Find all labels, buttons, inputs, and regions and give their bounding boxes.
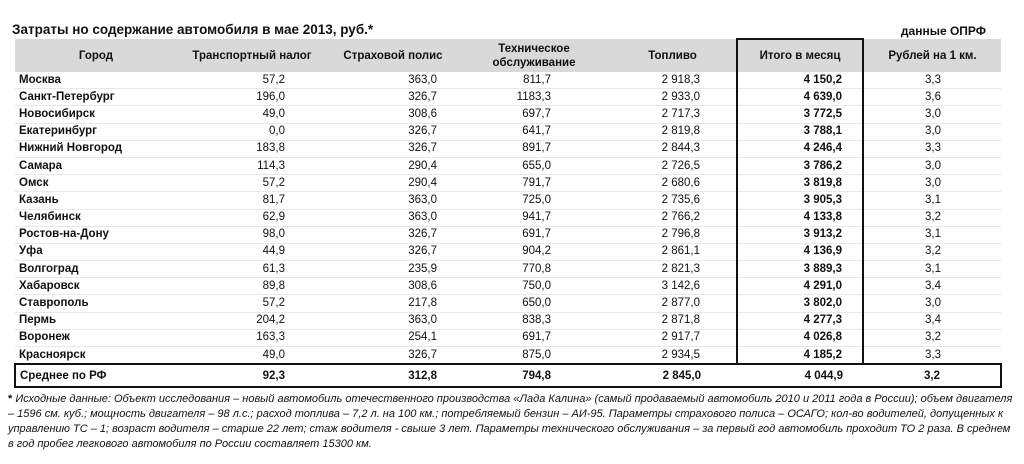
cell-tax: 57,2 (177, 72, 327, 89)
cell-total: 4 026,8 (737, 329, 863, 346)
cell-fuel: 2 934,5 (609, 347, 737, 365)
cell-fuel: 2 796,8 (609, 226, 737, 243)
header-total: Итого в месяц (737, 39, 863, 72)
average-label: Среднее по РФ (15, 364, 177, 387)
cell-per-km: 3,2 (863, 329, 1001, 346)
cell-fuel: 2 735,6 (609, 192, 737, 209)
cell-total: 3 786,2 (737, 157, 863, 174)
footnote (8, 392, 1014, 452)
cell-fuel: 2 717,3 (609, 106, 737, 123)
cell-total: 4 136,9 (737, 243, 863, 260)
footnote-text: Исходные данные: Объект исследования – новый автомобиль отечественного производства «Лада Калина» (самый продаваемый автомобиль 2010 и 2011 года в России); объем двигателя – 1596 см. куб.; мощность двигателя – 98 л.с.; расход топлива – 7,2 л. на 100 км.; потребляемый бензин – АИ-95. Параметры страхового полиса – ОСАГО; кол-во водителей, допущенных к управлению ТС – 1; возраст водителя – старше 22 лет; стаж водителя - свыше 3 лет. Параметры технического обслуживания – за первый год автомобиль проходит ТО 2 раза. В среднем в год пробег легкового автомобиля по России составляет 15300 км. (8, 393, 1013, 450)
header-service: Техническое обслуживание (459, 39, 609, 72)
cell-tax: 0,0 (177, 123, 327, 140)
cell-tax: 204,2 (177, 312, 327, 329)
cell-fuel: 2 918,3 (609, 72, 737, 89)
cell-service: 891,7 (459, 140, 609, 157)
cell-per-km: 3,6 (863, 89, 1001, 106)
cell-tax: 44,9 (177, 243, 327, 260)
cell-fuel: 3 142,6 (609, 278, 737, 295)
cell-tax: 81,7 (177, 192, 327, 209)
cell-city: Самара (15, 157, 177, 174)
cell-service: 697,7 (459, 106, 609, 123)
cell-service: 655,0 (459, 157, 609, 174)
cell-service: 725,0 (459, 192, 609, 209)
cell-city: Челябинск (15, 209, 177, 226)
cell-city: Красноярск (15, 347, 177, 365)
cell-tax: 98,0 (177, 226, 327, 243)
header-city: Город (15, 39, 177, 72)
cell-total: 4 150,2 (737, 72, 863, 89)
cell-city: Москва (15, 72, 177, 89)
table-row (15, 347, 1001, 365)
table-row (15, 140, 1001, 157)
cell-fuel: 2 680,6 (609, 175, 737, 192)
cell-service: 1183,3 (459, 89, 609, 106)
cell-service: 770,8 (459, 261, 609, 278)
table-row (15, 261, 1001, 278)
cell-city: Екатеринбург (15, 123, 177, 140)
table-row (15, 295, 1001, 312)
cell-per-km: 3,3 (863, 72, 1001, 89)
cell-service: 904,2 (459, 243, 609, 260)
cell-city: Ставрополь (15, 295, 177, 312)
cell-per-km: 3,3 (863, 140, 1001, 157)
cell-total: 4 277,3 (737, 312, 863, 329)
cell-tax: 57,2 (177, 175, 327, 192)
cell-service: 691,7 (459, 226, 609, 243)
cell-fuel: 2 766,2 (609, 209, 737, 226)
cell-insurance: 217,8 (327, 295, 459, 312)
cell-insurance: 363,0 (327, 192, 459, 209)
cell-total: 3 889,3 (737, 261, 863, 278)
cell-insurance: 235,9 (327, 261, 459, 278)
header-tax: Транспортный налог (177, 39, 327, 72)
page-title: Затраты но содержание автомобиля в мае 2013, руб.* (12, 22, 374, 37)
cell-per-km: 3,0 (863, 175, 1001, 192)
cell-service: 811,7 (459, 72, 609, 89)
cell-fuel: 2 933,0 (609, 89, 737, 106)
table-row (15, 89, 1001, 106)
cell-insurance: 254,1 (327, 329, 459, 346)
cell-insurance: 363,0 (327, 209, 459, 226)
cell-city: Пермь (15, 312, 177, 329)
cell-service: 691,7 (459, 329, 609, 346)
footnote-marker: * (8, 393, 16, 405)
cell-fuel: 2 726,5 (609, 157, 737, 174)
average-row (15, 364, 1001, 387)
cell-tax: 196,0 (177, 89, 327, 106)
table-row (15, 72, 1001, 89)
cell-total: 4 291,0 (737, 278, 863, 295)
cell-insurance: 326,7 (327, 226, 459, 243)
source-label: данные ОПРФ (900, 24, 986, 38)
cell-tax: 49,0 (177, 347, 327, 365)
cell-tax: 49,0 (177, 106, 327, 123)
table-header-row (15, 39, 1001, 72)
cell-insurance: 308,6 (327, 106, 459, 123)
cell-city: Волгоград (15, 261, 177, 278)
cell-total: 3 819,8 (737, 175, 863, 192)
cell-per-km: 3,1 (863, 226, 1001, 243)
cell-total: 3 905,3 (737, 192, 863, 209)
table-row (15, 157, 1001, 174)
cell-fuel: 2 917,7 (609, 329, 737, 346)
cell-tax: 183,8 (177, 140, 327, 157)
cell-per-km: 3,0 (863, 157, 1001, 174)
table-row (15, 329, 1001, 346)
cell-insurance: 290,4 (327, 157, 459, 174)
cell-tax: 61,3 (177, 261, 327, 278)
cell-fuel: 2 871,8 (609, 312, 737, 329)
table-row (15, 312, 1001, 329)
cell-per-km: 3,2 (863, 209, 1001, 226)
cell-per-km: 3,0 (863, 295, 1001, 312)
cell-service: 750,0 (459, 278, 609, 295)
cell-service: 650,0 (459, 295, 609, 312)
cell-per-km: 3,0 (863, 106, 1001, 123)
table-row (15, 123, 1001, 140)
cell-total: 4 639,0 (737, 89, 863, 106)
cell-per-km: 3,2 (863, 243, 1001, 260)
cell-tax: 163,3 (177, 329, 327, 346)
cell-total: 4 246,4 (737, 140, 863, 157)
cell-total: 3 802,0 (737, 295, 863, 312)
table-row (15, 192, 1001, 209)
average-fuel: 2 845,0 (609, 364, 737, 387)
cell-insurance: 290,4 (327, 175, 459, 192)
table-row (15, 175, 1001, 192)
cell-city: Омск (15, 175, 177, 192)
cell-total: 3 913,2 (737, 226, 863, 243)
cell-fuel: 2 861,1 (609, 243, 737, 260)
header-fuel: Топливо (609, 39, 737, 72)
cell-per-km: 3,3 (863, 347, 1001, 365)
cell-total: 3 772,5 (737, 106, 863, 123)
cell-total: 4 133,8 (737, 209, 863, 226)
cell-city: Санкт-Петербург (15, 89, 177, 106)
average-service: 794,8 (459, 364, 609, 387)
cell-insurance: 326,7 (327, 123, 459, 140)
cell-service: 791,7 (459, 175, 609, 192)
cell-insurance: 308,6 (327, 278, 459, 295)
table-row (15, 243, 1001, 260)
average-total: 4 044,9 (737, 364, 863, 387)
cell-insurance: 326,7 (327, 140, 459, 157)
cell-city: Казань (15, 192, 177, 209)
cell-fuel: 2 821,3 (609, 261, 737, 278)
cell-city: Новосибирск (15, 106, 177, 123)
cell-tax: 57,2 (177, 295, 327, 312)
cell-per-km: 3,0 (863, 123, 1001, 140)
cell-service: 941,7 (459, 209, 609, 226)
cell-service: 838,3 (459, 312, 609, 329)
header-per-km: Рублей на 1 км. (863, 39, 1001, 72)
cell-fuel: 2 819,8 (609, 123, 737, 140)
costs-table (14, 38, 1002, 388)
average-tax: 92,3 (177, 364, 327, 387)
cell-insurance: 363,0 (327, 72, 459, 89)
cell-city: Ростов-на-Дону (15, 226, 177, 243)
cell-fuel: 2 877,0 (609, 295, 737, 312)
cell-tax: 62,9 (177, 209, 327, 226)
cell-city: Хабаровск (15, 278, 177, 295)
cell-city: Воронеж (15, 329, 177, 346)
cell-total: 4 185,2 (737, 347, 863, 365)
cell-insurance: 363,0 (327, 312, 459, 329)
cell-fuel: 2 844,3 (609, 140, 737, 157)
cell-per-km: 3,4 (863, 278, 1001, 295)
table-row (15, 226, 1001, 243)
average-per-km: 3,2 (863, 364, 1001, 387)
header-insurance: Страховой полис (327, 39, 459, 72)
cell-total: 3 788,1 (737, 123, 863, 140)
cell-tax: 89,8 (177, 278, 327, 295)
cell-per-km: 3,1 (863, 192, 1001, 209)
cell-service: 641,7 (459, 123, 609, 140)
cell-per-km: 3,1 (863, 261, 1001, 278)
cell-tax: 114,3 (177, 157, 327, 174)
cell-insurance: 326,7 (327, 89, 459, 106)
cell-city: Уфа (15, 243, 177, 260)
average-insurance: 312,8 (327, 364, 459, 387)
cell-insurance: 326,7 (327, 243, 459, 260)
cell-service: 875,0 (459, 347, 609, 365)
table-row (15, 106, 1001, 123)
cell-insurance: 326,7 (327, 347, 459, 365)
table-row (15, 209, 1001, 226)
cell-per-km: 3,4 (863, 312, 1001, 329)
table-row (15, 278, 1001, 295)
cell-city: Нижний Новгород (15, 140, 177, 157)
